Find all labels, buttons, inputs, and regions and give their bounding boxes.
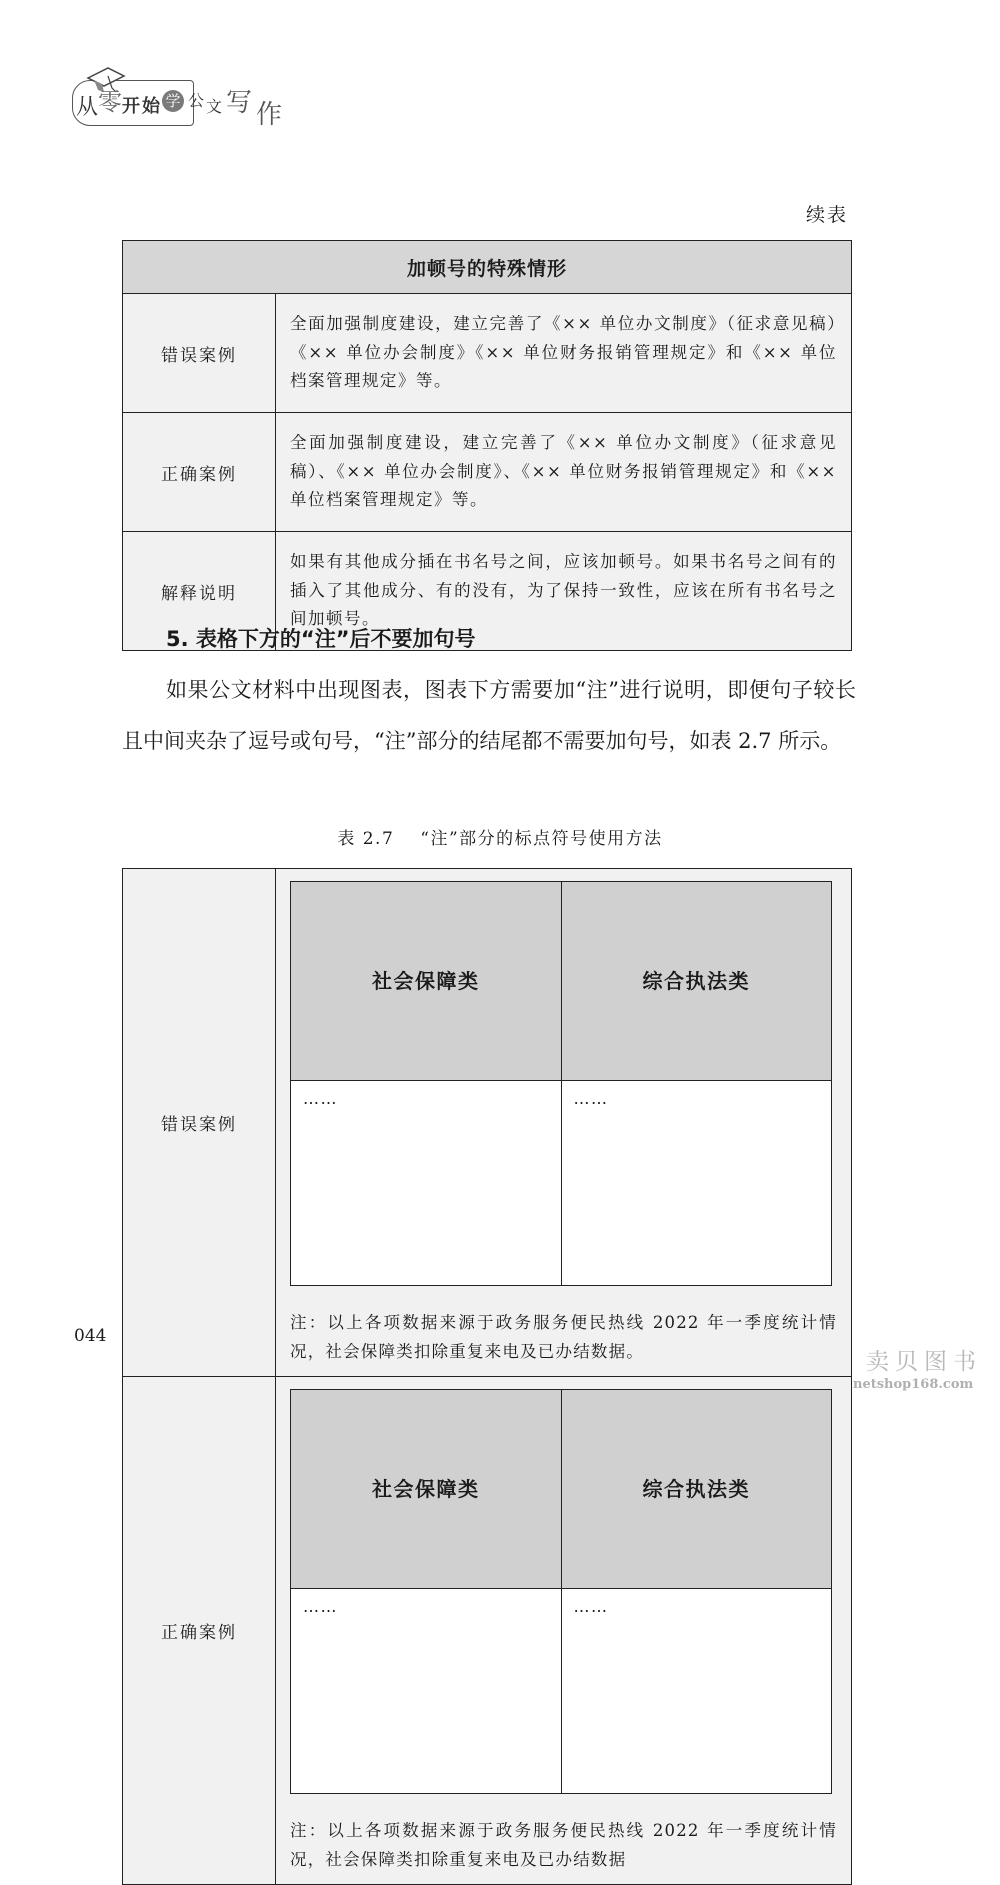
logo-char: 公 <box>188 91 205 110</box>
row-text: 全面加强制度建设，建立完善了《×× 单位办文制度》（征求意见稿）《×× 单位办会制度》《×× 单位财务报销管理规定》和《×× 单位档案管理规定》等。 <box>290 314 837 391</box>
example-value: …… <box>561 1081 832 1286</box>
example-value: …… <box>291 1081 562 1286</box>
table-row <box>123 869 852 1377</box>
example-header: 综合执法类 <box>561 1390 832 1589</box>
table-heading: 加顿号的特殊情形 <box>123 241 852 294</box>
caption-title: “注”部分的标点符号使用方法 <box>420 829 663 849</box>
example-table <box>290 881 832 1286</box>
row-content <box>276 1377 852 1885</box>
row-text: 如果有其他成分插在书名号之间，应该加顿号。如果书名号之间有的插入了其他成分、有的没有，为了保持一致性，应该在所有书名号之间加顿号。 <box>290 552 837 629</box>
example-header: 社会保障类 <box>291 882 562 1081</box>
row-content <box>276 869 852 1377</box>
logo-char: 始 <box>142 96 160 117</box>
logo-char: 零 <box>98 88 122 116</box>
table-row <box>123 294 852 413</box>
table-note: 注：以上各项数据来源于政务服务便民热线 2022 年一季度统计情况，社会保障类扣除重复来电及已办结数据。 <box>290 1313 837 1361</box>
table-caption <box>0 824 1000 849</box>
example-header: 综合执法类 <box>561 882 832 1081</box>
row-content <box>276 294 852 413</box>
logo-char: 开 <box>122 96 140 117</box>
row-label: 错误案例 <box>123 869 276 1377</box>
section-heading: 5. 表格下方的“注”后不要加句号 <box>166 627 476 651</box>
body-paragraph: 如果公文材料中出现图表，图表下方需要加“注”进行说明，即便句子较长且中间夹杂了逗号或句号，“注”部分的结尾都不需要加句号，如表 2.7 所示。 <box>122 678 856 753</box>
example-table <box>290 1389 832 1794</box>
table-row <box>123 1377 852 1885</box>
row-label: 解释说明 <box>123 532 276 651</box>
watermark-url: netshop168.com <box>853 1377 974 1392</box>
page-number: 044 <box>74 1326 107 1346</box>
continued-label: 续表 <box>806 204 849 226</box>
table-note: 注：以上各项数据来源于政务服务便民热线 2022 年一季度统计情况，社会保障类扣除重复来电及已办结数据 <box>290 1821 837 1869</box>
logo-char: 文 <box>206 97 223 116</box>
special-cases-table <box>122 240 852 651</box>
row-label: 正确案例 <box>123 1377 276 1885</box>
logo-char: 学 <box>162 90 184 112</box>
row-text: 全面加强制度建设，建立完善了《×× 单位办文制度》（征求意见稿）、《×× 单位办会制度》、《×× 单位财务报销管理规定》和《×× 单位档案管理规定》等。 <box>290 433 837 510</box>
logo-char: 作 <box>256 100 283 130</box>
note-punctuation-table <box>122 868 852 1885</box>
row-label: 错误案例 <box>123 294 276 413</box>
logo-char: 写 <box>226 88 253 118</box>
book-logo <box>72 66 292 128</box>
watermark-text: 卖贝图书 <box>866 1349 982 1375</box>
example-value: …… <box>291 1589 562 1794</box>
example-value: …… <box>561 1589 832 1794</box>
row-content <box>276 413 852 532</box>
caption-number: 表 2.7 <box>337 829 395 849</box>
example-header: 社会保障类 <box>291 1390 562 1589</box>
logo-char: 从 <box>76 95 99 120</box>
row-label: 正确案例 <box>123 413 276 532</box>
table-row <box>123 413 852 532</box>
